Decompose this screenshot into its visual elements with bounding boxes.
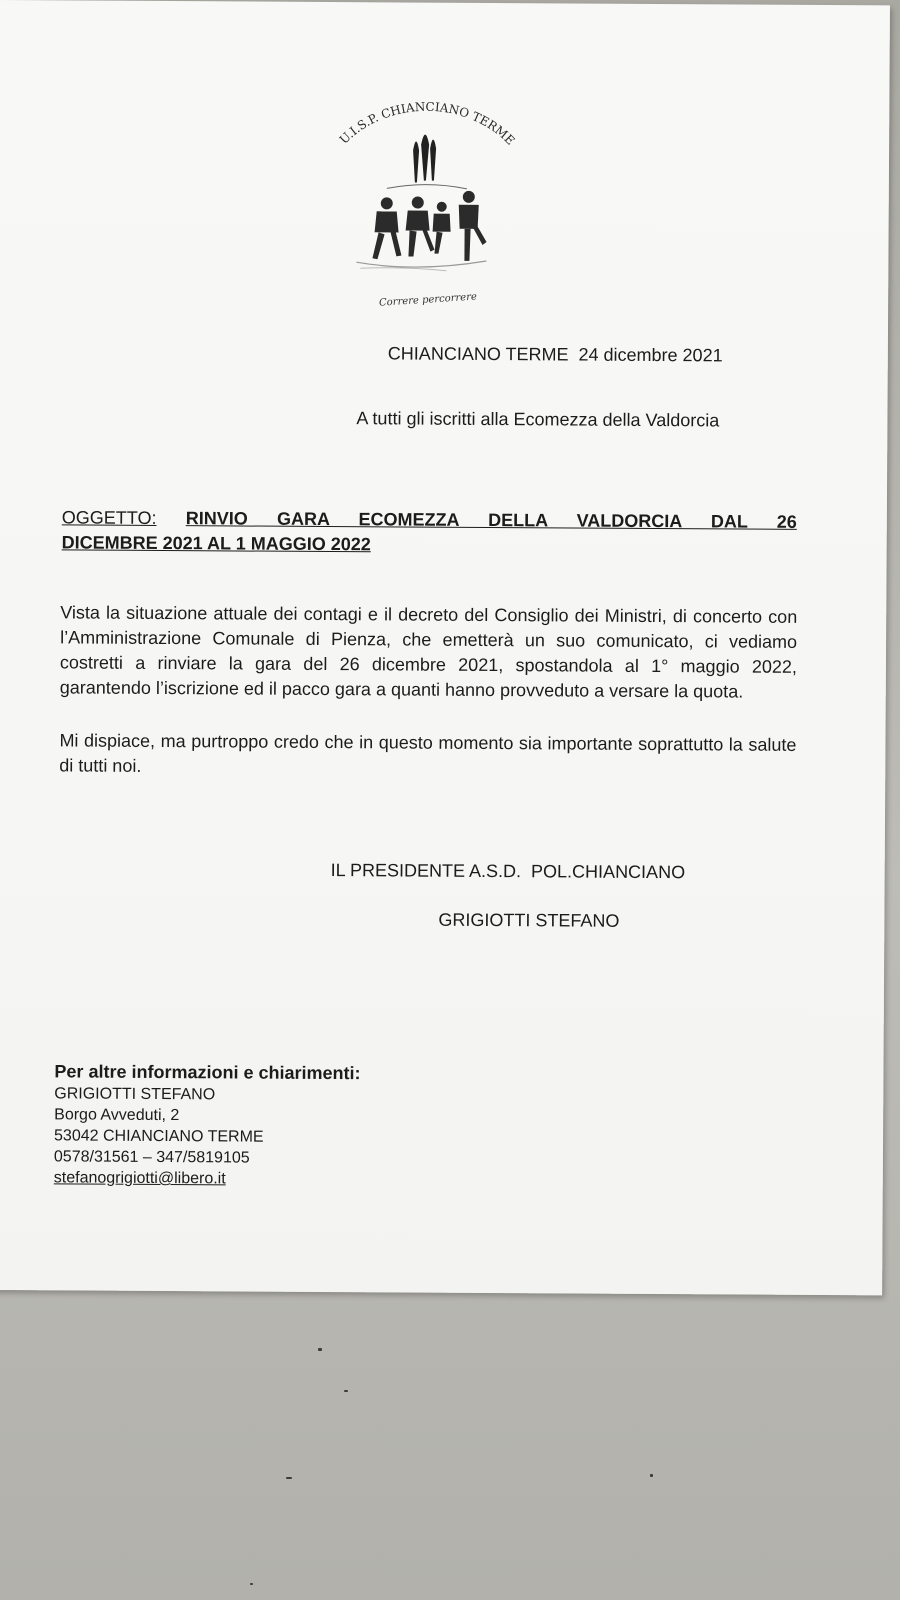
speck bbox=[650, 1474, 653, 1477]
subject-label: OGGETTO: bbox=[61, 507, 157, 528]
uisp-logo bbox=[316, 99, 537, 321]
contact-address: Borgo Avveduti, 2 bbox=[54, 1106, 180, 1125]
signature-name: GRIGIOTTI STEFANO bbox=[438, 909, 620, 931]
contact-name: GRIGIOTTI STEFANO bbox=[54, 1085, 216, 1104]
contact-phones: 0578/31561 – 347/5819105 bbox=[53, 1148, 250, 1167]
recipient-line: A tutti gli iscritti alla Ecomezza della Valdorcia bbox=[356, 408, 720, 431]
subject-text-2: DICEMBRE 2021 AL 1 MAGGIO 2022 bbox=[61, 532, 371, 555]
speck bbox=[286, 1477, 292, 1479]
contact-city: 53042 CHIANCIANO TERME bbox=[54, 1127, 264, 1146]
speck bbox=[250, 1583, 253, 1585]
logo-motto: Correre percorrere bbox=[378, 291, 478, 309]
contact-block bbox=[54, 1059, 361, 1190]
speck bbox=[344, 1390, 348, 1392]
subject-text-1: RINVIO GARA ECOMEZZA DELLA VALDORCIA DAL 26 bbox=[185, 508, 797, 532]
speck bbox=[318, 1348, 322, 1351]
subject-block bbox=[62, 505, 797, 559]
subject-line-1 bbox=[62, 505, 797, 534]
body-paragraph-1: Vista la situazione attuale dei contagi e il decreto del Consiglio dei Ministri, di concerto con l’Amministrazione Comunale di Pienza, che emetterà un suo comunicato, ci vediamo costretti a rinviare la gara del 26 dicembre 2021, spostandola al 1° maggio 2022, garantendo l’iscrizione ed il pacco gara a quanti hanno provveduto a versare la quota. bbox=[59, 602, 798, 702]
running-club-emblem bbox=[316, 99, 537, 321]
signature-title: IL PRESIDENTE A.S.D. POL.CHIANCIANO bbox=[330, 860, 686, 883]
contact-email-link[interactable]: stefanogrigiotti@libero.it bbox=[53, 1169, 226, 1188]
contact-heading: Per altre informazioni e chiarimenti: bbox=[54, 1061, 361, 1084]
place-and-date: CHIANCIANO TERME 24 dicembre 2021 bbox=[387, 343, 723, 366]
logo-arc-text: U.I.S.P. CHIANCIANO TERME bbox=[336, 99, 518, 148]
body-paragraph-2: Mi dispiace, ma purtroppo credo che in questo momento sia importante soprattutto la salute di tutti noi. bbox=[59, 730, 797, 776]
